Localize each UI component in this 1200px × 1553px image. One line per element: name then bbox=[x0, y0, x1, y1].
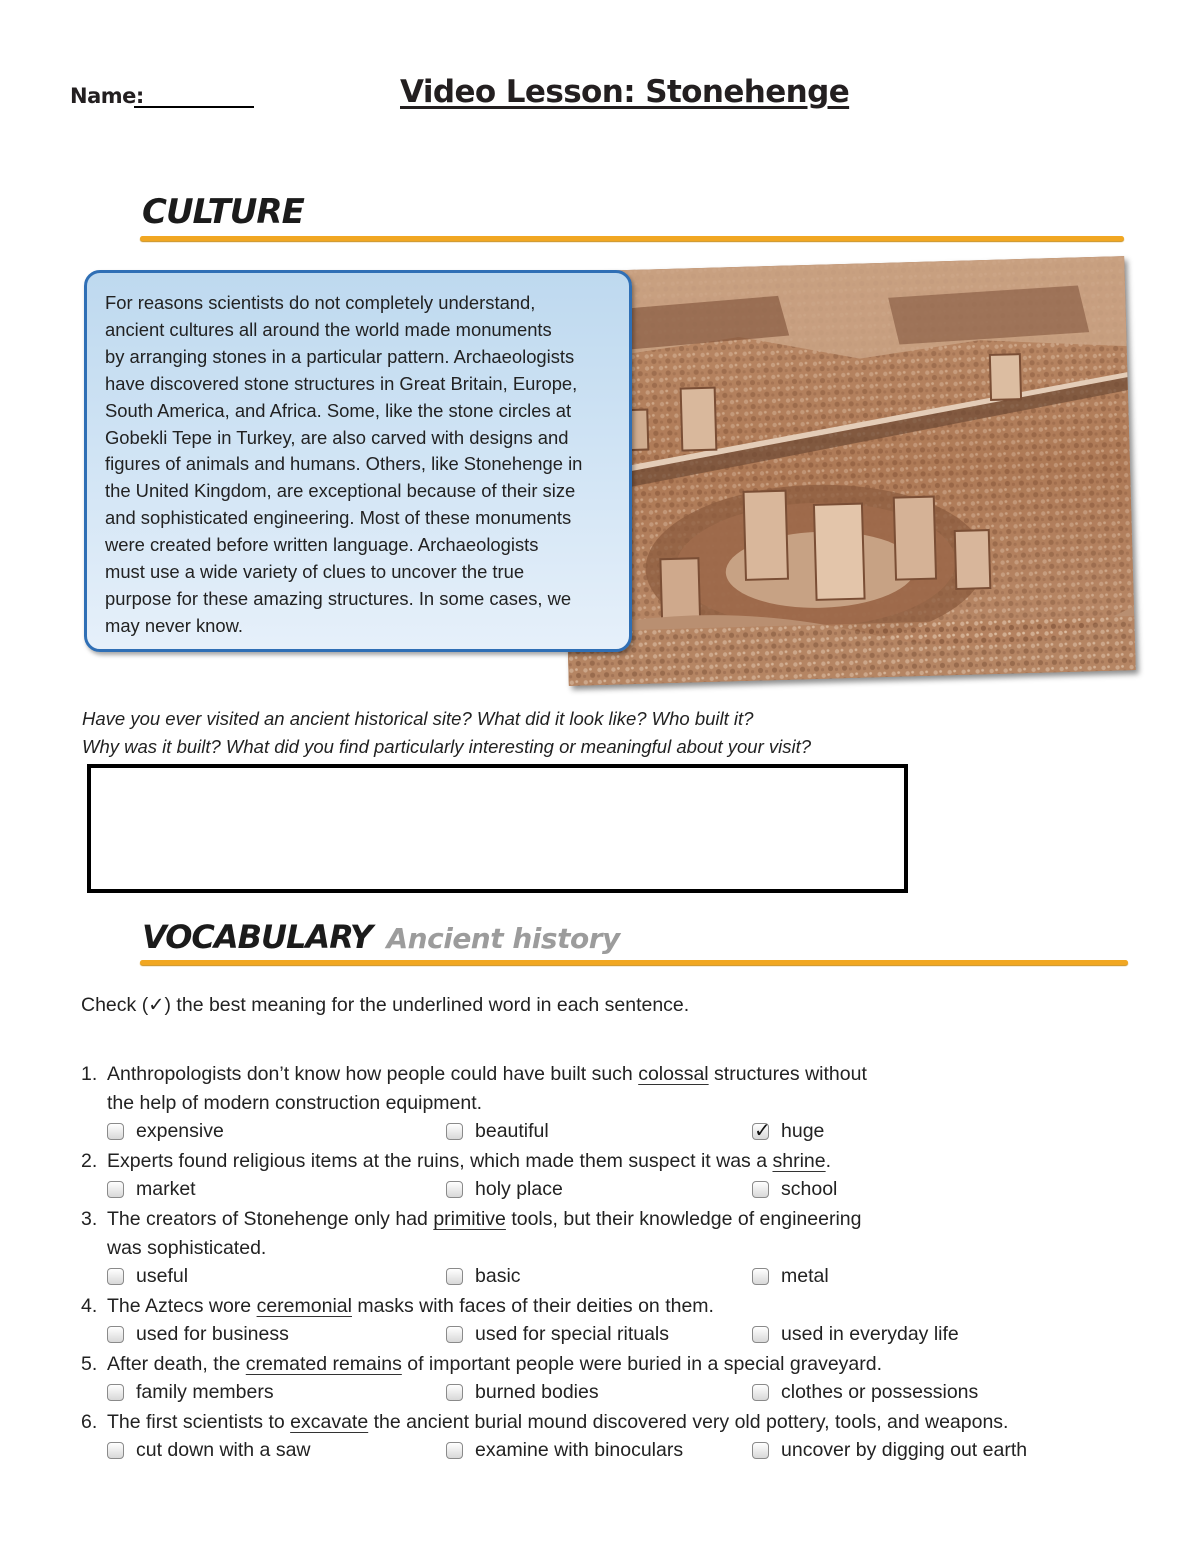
question-text-continued: was sophisticated. bbox=[107, 1237, 267, 1259]
culture-line: For reasons scientists do not completely understand, bbox=[105, 292, 536, 313]
excavation-site-image bbox=[557, 256, 1135, 686]
culture-paragraph bbox=[105, 290, 613, 640]
question-text-before: After death, the bbox=[107, 1353, 246, 1375]
answer-option-label: family members bbox=[136, 1381, 274, 1403]
question-number: 1. bbox=[81, 1063, 98, 1085]
culture-line: South America, and Africa. Some, like the stone circles at bbox=[105, 399, 572, 421]
culture-line: may never know. bbox=[105, 614, 243, 636]
answer-option[interactable] bbox=[446, 1381, 599, 1404]
answer-option[interactable] bbox=[752, 1381, 978, 1404]
answer-option[interactable] bbox=[107, 1323, 289, 1346]
answer-option-label: holy place bbox=[475, 1178, 563, 1200]
culture-line: must use a wide variety of clues to uncover the true bbox=[105, 561, 525, 583]
vocabulary-subheading: Ancient history bbox=[386, 922, 620, 955]
answer-checkbox[interactable] bbox=[446, 1181, 463, 1198]
gobekli-tepe-photo bbox=[557, 256, 1135, 686]
answer-option[interactable] bbox=[446, 1439, 683, 1462]
question-text-after: the ancient burial mound discovered very old pottery, tools, and weapons. bbox=[368, 1411, 1009, 1433]
answer-option-label: used in everyday life bbox=[781, 1323, 959, 1345]
culture-line: purpose for these amazing structures. In some cases, we bbox=[105, 587, 572, 609]
culture-line: ancient cultures all around the world made monuments bbox=[105, 318, 552, 340]
culture-line: and sophisticated engineering. Most of these monuments bbox=[105, 507, 572, 529]
answer-option-label: beautiful bbox=[475, 1120, 549, 1142]
culture-line: have discovered stone structures in Great Britain, Europe, bbox=[105, 372, 578, 394]
answer-option[interactable] bbox=[446, 1178, 563, 1201]
answer-option-label: examine with binoculars bbox=[475, 1439, 684, 1461]
answer-option[interactable] bbox=[752, 1265, 829, 1288]
answer-checkbox[interactable] bbox=[752, 1384, 769, 1401]
answer-option[interactable] bbox=[752, 1178, 837, 1201]
answer-option-label: expensive bbox=[136, 1120, 224, 1142]
question-text-after: of important people were buried in a special graveyard. bbox=[401, 1353, 883, 1375]
answer-checkbox[interactable] bbox=[752, 1120, 771, 1142]
underlined-word: cremated remains bbox=[245, 1353, 402, 1375]
underlined-word: ceremonial bbox=[256, 1295, 352, 1317]
answer-option-label: metal bbox=[781, 1265, 829, 1287]
answer-option-label: school bbox=[781, 1178, 838, 1200]
answer-checkbox[interactable] bbox=[107, 1326, 124, 1343]
answer-checkbox[interactable] bbox=[107, 1181, 124, 1198]
question-text bbox=[107, 1411, 1008, 1434]
answer-checkbox[interactable] bbox=[107, 1268, 124, 1285]
answer-option-label: used for special rituals bbox=[475, 1323, 670, 1345]
vocabulary-heading: VOCABULARY bbox=[142, 918, 373, 956]
vocabulary-heading-row bbox=[142, 918, 620, 956]
name-blank-line[interactable] bbox=[134, 106, 254, 108]
answer-checkbox[interactable] bbox=[752, 1181, 769, 1198]
question-text-before: The Aztecs wore bbox=[107, 1295, 257, 1317]
answer-option[interactable] bbox=[107, 1439, 311, 1462]
question-number: 6. bbox=[81, 1411, 98, 1433]
answer-checkbox[interactable] bbox=[446, 1123, 463, 1140]
answer-option[interactable] bbox=[752, 1120, 824, 1143]
question-number: 3. bbox=[81, 1208, 98, 1230]
question-text-before: The creators of Stonehenge only had bbox=[107, 1208, 434, 1230]
prompt-line-2: Why was it built? What did you find particularly interesting or meaningful about your visit? bbox=[82, 736, 812, 757]
answer-option-label: basic bbox=[475, 1265, 521, 1287]
answer-option-label: huge bbox=[781, 1120, 825, 1142]
answer-checkbox[interactable] bbox=[752, 1326, 769, 1343]
underlined-word: primitive bbox=[433, 1208, 506, 1230]
question-text-after: . bbox=[825, 1150, 832, 1172]
question-text bbox=[107, 1353, 882, 1376]
question-text-after: structures without bbox=[708, 1063, 867, 1085]
answer-option[interactable] bbox=[752, 1439, 1027, 1462]
check-mark-icon: ✓ bbox=[754, 1120, 771, 1142]
question-text-after: tools, but their knowledge of engineering bbox=[505, 1208, 862, 1230]
answer-option[interactable] bbox=[446, 1323, 669, 1346]
answer-option[interactable] bbox=[752, 1323, 959, 1346]
question-text bbox=[107, 1063, 867, 1086]
question-text-after: masks with faces of their deities on them. bbox=[351, 1295, 714, 1317]
answer-checkbox[interactable] bbox=[752, 1442, 769, 1459]
answer-option-label: used for business bbox=[136, 1323, 289, 1345]
question-text-before: Anthropologists don’t know how people could have built such bbox=[107, 1063, 639, 1085]
answer-option-label: burned bodies bbox=[475, 1381, 599, 1403]
answer-option-label: clothes or possessions bbox=[781, 1381, 979, 1403]
culture-heading: CULTURE bbox=[142, 192, 304, 232]
answer-option[interactable] bbox=[107, 1120, 224, 1143]
answer-checkbox[interactable] bbox=[107, 1123, 124, 1140]
question-number: 4. bbox=[81, 1295, 98, 1317]
question-number: 2. bbox=[81, 1150, 98, 1172]
question-text bbox=[107, 1208, 861, 1231]
answer-checkbox[interactable] bbox=[446, 1384, 463, 1401]
answer-checkbox[interactable] bbox=[752, 1268, 769, 1285]
document-title: Video Lesson: Stonehenge bbox=[400, 74, 850, 110]
culture-heading-rule bbox=[140, 236, 1124, 241]
culture-info-box bbox=[84, 270, 632, 652]
culture-line: by arranging stones in a particular pattern. Archaeologists bbox=[105, 345, 575, 367]
question-text bbox=[107, 1150, 831, 1173]
answer-checkbox[interactable] bbox=[107, 1442, 124, 1459]
answer-option[interactable] bbox=[107, 1178, 196, 1201]
underlined-word: colossal bbox=[638, 1063, 709, 1085]
answer-option[interactable] bbox=[107, 1265, 188, 1288]
answer-checkbox[interactable] bbox=[107, 1384, 124, 1401]
question-text-before: Experts found religious items at the ruins, which made them suspect it was a bbox=[107, 1150, 773, 1172]
answer-option-label: cut down with a saw bbox=[136, 1439, 311, 1461]
question-text bbox=[107, 1295, 714, 1318]
question-number: 5. bbox=[81, 1353, 98, 1375]
answer-option-label: useful bbox=[136, 1265, 189, 1287]
answer-option[interactable] bbox=[107, 1381, 274, 1404]
underlined-word: shrine bbox=[772, 1150, 826, 1172]
culture-line: figures of animals and humans. Others, like Stonehenge in bbox=[105, 453, 583, 475]
underlined-word: excavate bbox=[290, 1411, 369, 1433]
question-text-continued: the help of modern construction equipment. bbox=[107, 1092, 483, 1114]
question-text-before: The first scientists to bbox=[107, 1411, 291, 1433]
vocabulary-heading-rule bbox=[140, 960, 1128, 965]
answer-option[interactable] bbox=[446, 1120, 549, 1143]
name-label: Name: bbox=[70, 84, 144, 108]
culture-line: were created before written language. Archaeologists bbox=[105, 534, 539, 556]
answer-checkbox[interactable] bbox=[446, 1326, 463, 1343]
culture-line: the United Kingdom, are exceptional because of their size bbox=[105, 480, 576, 502]
answer-option[interactable] bbox=[446, 1265, 521, 1288]
answer-option-label: market bbox=[136, 1178, 196, 1200]
answer-text-box[interactable] bbox=[87, 764, 908, 893]
vocabulary-instructions: Check (✓) the best meaning for the underlined word in each sentence. bbox=[81, 994, 690, 1016]
answer-option-label: uncover by digging out earth bbox=[781, 1439, 1028, 1461]
culture-line: Gobekli Tepe in Turkey, are also carved with designs and bbox=[105, 426, 569, 448]
answer-checkbox[interactable] bbox=[446, 1268, 463, 1285]
answer-checkbox[interactable] bbox=[446, 1442, 463, 1459]
prompt-line-1: Have you ever visited an ancient historical site? What did it look like? Who built it? bbox=[82, 708, 754, 729]
